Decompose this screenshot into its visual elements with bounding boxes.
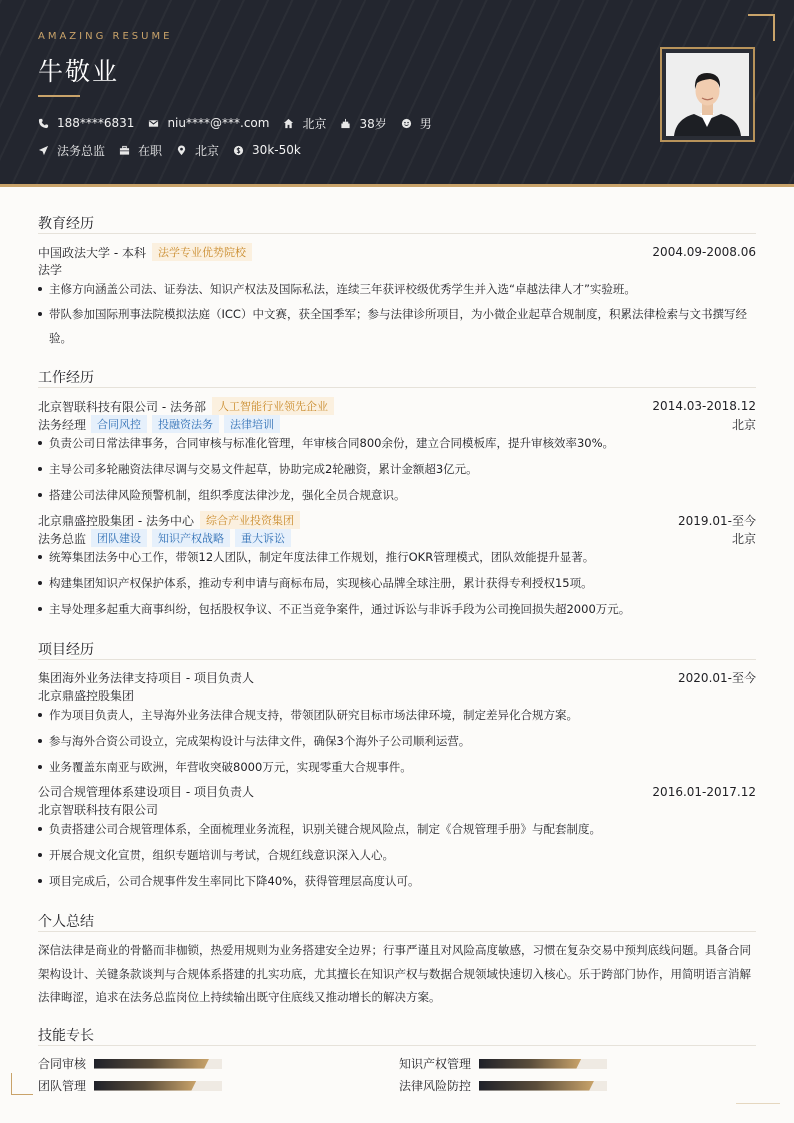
phone-info [38,116,134,130]
work-bullet: 主导处理多起重大商事纠纷，包括股权争议、不正当竞争案件，通过诉讼与非诉手段为公司挽回损失超2000万元。 [38,597,756,621]
education-header-row [38,243,756,261]
education-major: 法学 [38,263,63,277]
skill-bar-track [479,1081,607,1091]
phone-text: 188****6831 [57,116,135,130]
skill-item [38,1077,222,1094]
skill-item [399,1077,607,1094]
section-title-education: 教育经历 [38,216,94,232]
location-pin-icon [176,145,187,156]
phone-icon [38,118,49,129]
section-divider [38,659,756,660]
name-underline [38,95,80,97]
portrait-figure [666,53,749,136]
project-bullet: 开展合规文化宣贯，组织专题培训与考试，合规红线意识深入人心。 [38,843,756,867]
project-header-row [38,669,756,686]
section-title-projects: 项目经历 [38,642,94,658]
project-bullet: 负责搭建公司合规管理体系，全面梳理业务流程，识别关键合规风险点，制定《合规管理手册》与配套制度。 [38,817,756,841]
salary-text: 30k-50k [252,143,301,157]
work-bullet: 构建集团知识产权保护体系，推动专利申请与商标布局，实现核心品牌全球注册，累计获得专利授权15项。 [38,571,756,595]
header-accent-line [0,184,794,187]
age-text: 38岁 [359,116,387,131]
home-icon [283,118,294,129]
work-bullet: 搭建公司法律风险预警机制，组织季度法律沙龙，强化全员合规意识。 [38,483,756,507]
work-title: 法务总监 [38,531,87,546]
contact-info-row [38,115,446,131]
project-bullet: 业务覆盖东南亚与欧洲，年营收突破8000万元，实现零重大合规事件。 [38,755,756,779]
resume-tagline: AMAZING RESUME [38,31,173,42]
section-divider [38,233,756,234]
status-info [119,142,162,159]
project-org: 北京鼎盛控股集团 [38,689,135,703]
work-company-group [38,397,334,415]
section-divider [38,1045,756,1046]
skill-bar-fill [479,1081,594,1091]
skill-name: 团队管理 [38,1079,87,1093]
city-text: 北京 [302,116,327,131]
education-bullet: 带队参加国际刑事法院模拟法庭（ICC）中文赛，获全国季军；参与法律诊所项目，为小微企业起草合规制度，积累法律检索与文书撰写经验。 [38,302,756,350]
section-divider [38,931,756,932]
age-info [340,115,386,132]
work-city: 北京 [731,531,756,546]
skill-item [38,1055,222,1072]
work-company-tag: 人工智能行业领先企业 [212,397,334,415]
position-text: 法务总监 [57,143,106,158]
work-skill-tag: 投融资法务 [152,415,219,433]
work-skill-tag: 知识产权战略 [152,529,230,547]
skill-bar-track [94,1059,222,1069]
work-company-group [38,511,300,529]
salary-info [233,143,301,157]
education-school-group [38,243,252,261]
work-city: 北京 [731,417,756,432]
skill-bar-fill [94,1059,209,1069]
corner-decoration-bottom-right [736,1103,780,1104]
city-info [283,115,326,132]
corner-decoration-top-right [748,14,775,41]
project-bullet: 参与海外合资公司设立，完成架构设计与法律文件，确保3个海外子公司顺利运营。 [38,729,756,753]
section-title-work: 工作经历 [38,370,94,386]
email-text: niu****@***.com [167,116,270,130]
skill-bar-track [479,1059,607,1069]
briefcase-icon [119,145,130,156]
candidate-name: 牛敬业 [38,57,120,86]
project-name: 集团海外业务法律支持项目 - 项目负责人 [38,671,254,685]
education-date: 2004.09-2008.06 [652,245,756,259]
skill-bar-track [94,1081,222,1091]
project-date: 2020.01-至今 [678,671,756,685]
skill-name: 合同审核 [38,1057,87,1071]
education-tag: 法学专业优势院校 [152,243,252,261]
work-bullet: 主导公司多轮融资法律尽调与交易文件起草，协助完成2轮融资，累计金额超3亿元。 [38,457,756,481]
skill-bar-fill [479,1059,581,1069]
summary-text: 深信法律是商业的骨骼而非枷锁，热爱用规则为业务搭建安全边界；行事严谨且对风险高度敏感，习惯在复杂交易中预判底线问题。具备合同架构设计、关键条款谈判与合规体系搭建的扎实功底，尤其擅长在知识产权与数据合规领域快速切入核心。乐于跨部门协作，用简明语言消解法律晦涩，追求在法务总监岗位上持续输出既守住底线又推动增长的解决方案。 [38,943,751,1004]
skill-bar-fill [94,1081,196,1091]
work-skill-tag: 合同风控 [91,415,147,433]
profile-photo [660,47,755,142]
position-info [38,142,105,159]
avatar [666,53,749,136]
project-bullet: 作为项目负责人，主导海外业务法律合规支持，带领团队研究目标市场法律环境，制定差异化合规方案。 [38,703,756,727]
work-date: 2019.01-至今 [678,513,756,528]
email-info [148,116,269,130]
work-header-row [38,397,756,415]
project-bullet: 项目完成后，公司合规事件发生率同比下降40%，获得管理层高度认可。 [38,869,756,893]
section-divider [38,387,756,388]
work-company: 北京智联科技有限公司 - 法务部 [38,399,206,414]
skill-name: 法律风险防控 [399,1079,472,1093]
send-icon [38,145,49,156]
work-company-tag: 综合产业投资集团 [200,511,300,529]
smile-icon [401,118,412,129]
target-city-text: 北京 [195,143,220,158]
cake-icon [340,118,351,129]
money-icon [233,145,244,156]
project-date: 2016.01-2017.12 [652,784,756,799]
work-bullet: 负责公司日常法律事务，合同审核与标准化管理，年审核合同800余份，建立合同模板库，提升审核效率30%。 [38,431,756,455]
work-header-row [38,511,756,529]
skill-name: 知识产权管理 [399,1057,472,1071]
target-city-info [176,142,219,159]
section-title-summary: 个人总结 [38,914,94,930]
project-org: 北京智联科技有限公司 [38,803,159,817]
corner-decoration-bottom-left [11,1073,33,1095]
status-text: 在职 [138,143,163,158]
project-name: 公司合规管理体系建设项目 - 项目负责人 [38,785,254,799]
work-date: 2014.03-2018.12 [652,399,756,413]
section-title-skills: 技能专长 [38,1028,94,1044]
work-bullet: 统筹集团法务中心工作，带领12人团队，制定年度法律工作规划，推行OKR管理模式，团队效能提升显著。 [38,545,756,569]
mail-icon [148,118,159,129]
work-skill-tag: 重大诉讼 [235,529,291,547]
work-title: 法务经理 [38,417,87,432]
education-school: 中国政法大学 - 本科 [38,245,146,260]
skill-item [399,1055,607,1072]
work-skill-tag: 团队建设 [91,529,147,547]
work-company: 北京鼎盛控股集团 - 法务中心 [38,513,194,528]
job-intent-row [38,142,315,158]
gender-info [401,115,432,132]
education-bullet: 主修方向涵盖公司法、证券法、知识产权法及国际私法，连续三年获评校级优秀学生并入选“卓越法律人才”实验班。 [38,277,756,301]
project-header-row [38,783,756,800]
work-skill-tag: 法律培训 [224,415,280,433]
gender-text: 男 [419,116,432,131]
